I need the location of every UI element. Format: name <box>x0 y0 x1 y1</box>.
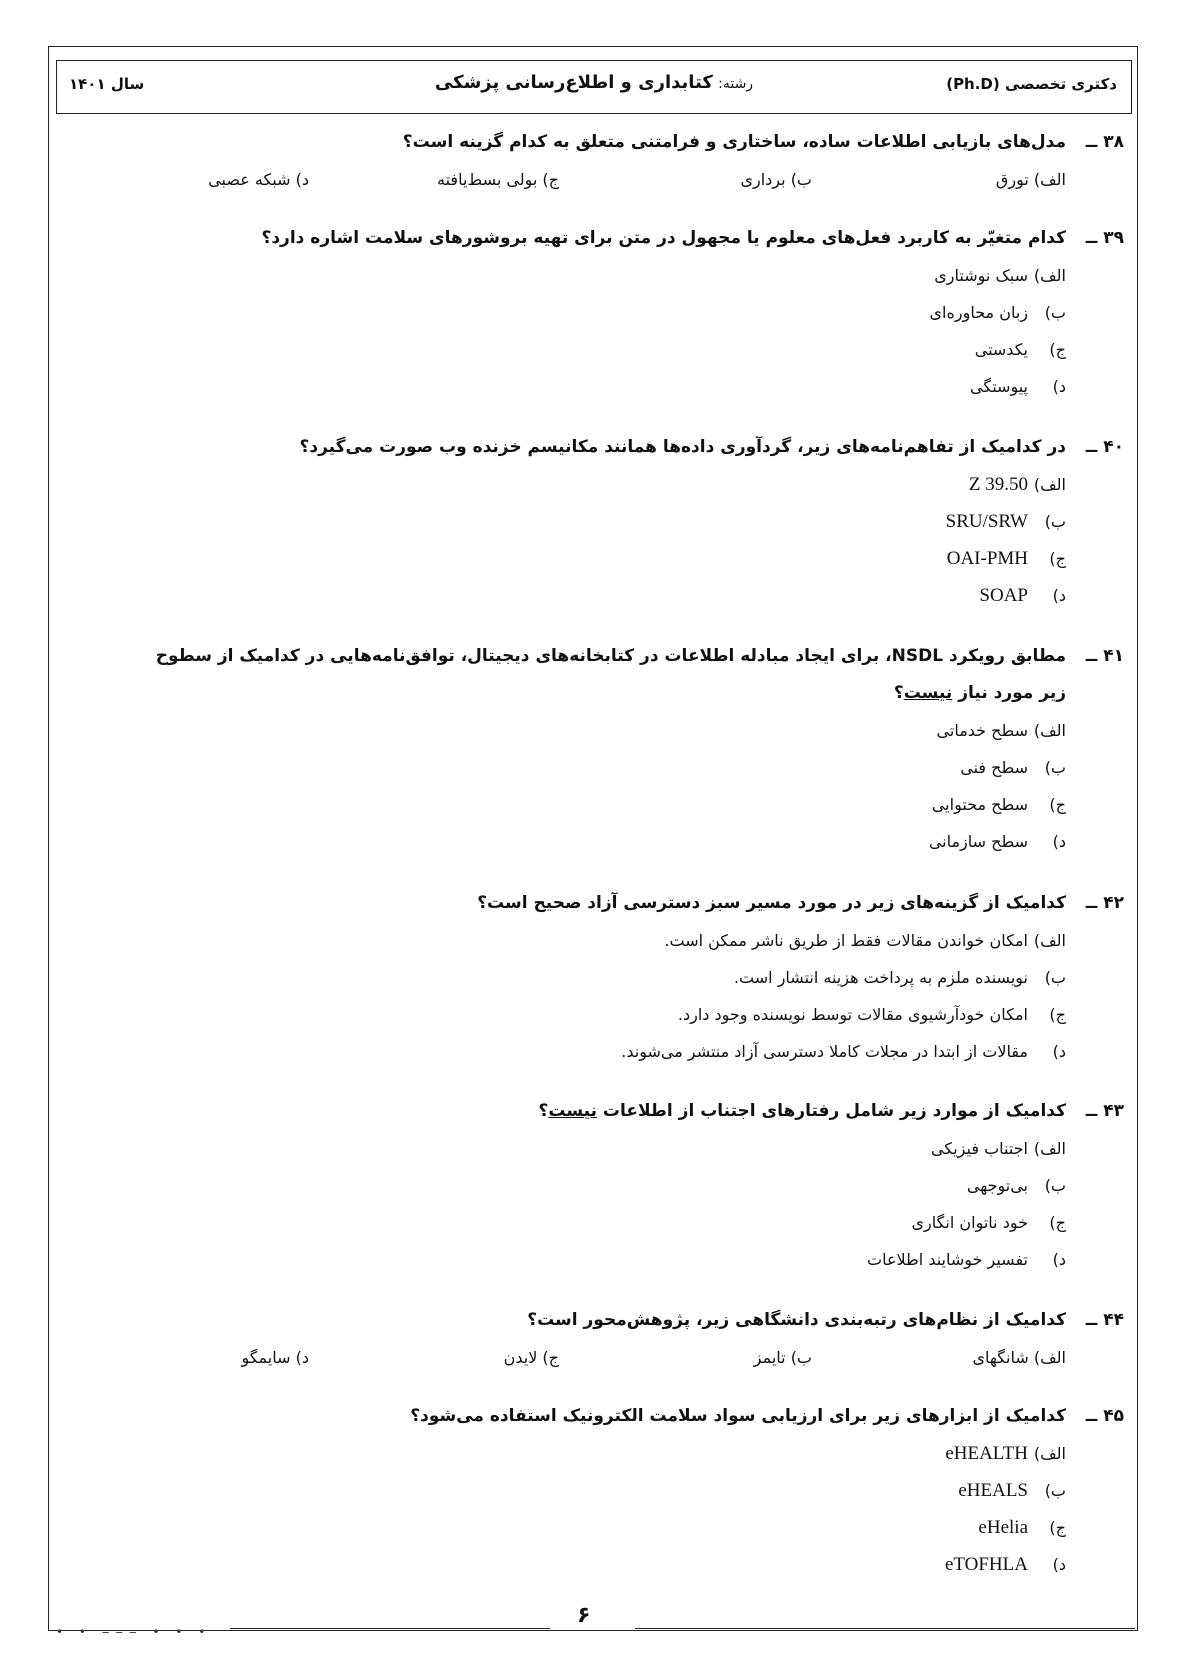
option-a: الف) شانگهای <box>972 1348 1066 1367</box>
field-name: کتابداری و اطلاع‌رسانی پزشکی <box>434 72 713 93</box>
negation-underline: نیست <box>903 683 953 703</box>
footer-rule-right <box>635 1628 1135 1629</box>
question-44 <box>60 1302 1124 1376</box>
question-number: ۴۴ ــ <box>1085 1310 1124 1330</box>
question-text-cont: زیر مورد نیاز نیست؟ <box>893 683 1066 703</box>
option-d: د)سطح سازمانی <box>928 832 1066 851</box>
question-43 <box>60 1093 1124 1278</box>
option-c: ج)امکان خودآرشیوی مقالات توسط نویسنده وجود دارد. <box>677 1005 1066 1024</box>
question-number: ۳۹ ــ <box>1085 228 1124 248</box>
option-d: د) سایمگو <box>241 1348 309 1367</box>
option-c: ج) لایدن <box>503 1348 559 1367</box>
footer-rule-left <box>230 1628 550 1629</box>
question-number: ۴۵ ــ <box>1085 1406 1124 1426</box>
option-a: الف)Z 39.50 <box>968 474 1066 495</box>
option-b: ب)زبان محاوره‌ای <box>929 303 1066 322</box>
option-a: الف) تورق <box>995 170 1066 189</box>
question-39 <box>60 220 1124 405</box>
exam-header <box>56 60 1132 114</box>
options-row <box>60 161 1124 198</box>
question-38 <box>60 124 1124 198</box>
option-a: الف)امکان خواندن مقالات فقط از طریق ناشر ممکن است. <box>664 931 1066 950</box>
options-row <box>60 1339 1124 1376</box>
option-a: الف)سطح خدماتی <box>936 721 1066 740</box>
question-number: ۴۲ ــ <box>1085 893 1124 913</box>
option-c: ج)eHelia <box>978 1517 1066 1538</box>
option-c: ج) بولی بسط‌یافته <box>437 170 559 189</box>
question-text: کدامیک از گزینه‌های زیر در مورد مسیر سبز دسترسی آزاد صحیح است؟ <box>477 893 1066 913</box>
option-d: د)SOAP <box>979 585 1066 606</box>
option-d: د)تفسیر خوشایند اطلاعات <box>867 1250 1066 1269</box>
option-c: ج)سطح محتوایی <box>931 795 1066 814</box>
question-number: ۴۳ ــ <box>1085 1101 1124 1121</box>
exam-year: سال ۱۴۰۱ <box>69 75 145 93</box>
question-number: ۴۱ ــ <box>1085 646 1124 666</box>
page-number: ۶ <box>577 1603 591 1628</box>
question-number: ۴۰ ــ <box>1085 437 1124 457</box>
option-a: الف)سبک نوشتاری <box>934 266 1066 285</box>
question-text: مدل‌های بازیابی اطلاعات ساده، ساختاری و فرامتنی متعلق به کدام گزینه است؟ <box>402 132 1066 152</box>
option-b: ب)SRU/SRW <box>945 511 1066 532</box>
question-number: ۳۸ ــ <box>1085 132 1124 152</box>
option-c: ج)OAI-PMH <box>946 548 1066 569</box>
question-text: کدامیک از موارد زیر شامل رفتارهای اجتناب از اطلاعات نیست؟ <box>538 1101 1066 1121</box>
footer-dots: • • ‒‒‒ • • • <box>56 1625 212 1639</box>
option-d: د) شبکه عصبی <box>208 170 309 189</box>
option-b: ب)نویسنده ملزم به پرداخت هزینه انتشار است. <box>733 968 1066 987</box>
option-b: ب)بی‌توجهی <box>966 1176 1066 1195</box>
option-b: ب)eHEALS <box>958 1480 1066 1501</box>
option-c: ج)خود ناتوان انگاری <box>911 1213 1066 1232</box>
field-label: رشته: <box>718 76 754 92</box>
option-b: ب) برداری <box>740 170 812 189</box>
option-d: د)پیوستگی <box>970 377 1066 396</box>
question-text: مطابق رویکرد NSDL، برای ایجاد مبادله اطلاعات در کتابخانه‌های دیجیتال، توافق‌نامه‌هایی در کدامیک از سطوح <box>155 646 1066 666</box>
option-a: الف)eHEALTH <box>945 1443 1066 1464</box>
question-42 <box>60 885 1124 1070</box>
option-b: ب)سطح فنی <box>960 758 1066 777</box>
question-text: در کدامیک از تفاهم‌نامه‌های زیر، گردآوری داده‌ها همانند مکانیسم خزنده وب صورت می‌گیرد؟ <box>299 437 1066 457</box>
degree-label: دکتری تخصصی (Ph.D) <box>946 75 1117 93</box>
option-c: ج)یکدستی <box>974 340 1066 359</box>
option-a: الف)اجتناب فیزیکی <box>931 1139 1066 1158</box>
option-d: د)مقالات از ابتدا در مجلات کاملا دسترسی آزاد منتشر می‌شوند. <box>621 1042 1066 1061</box>
field-title <box>57 72 1131 93</box>
option-d: د)eTOFHLA <box>944 1554 1066 1575</box>
question-41 <box>60 638 1124 860</box>
question-40 <box>60 429 1124 614</box>
question-text: کدامیک از نظام‌های رتبه‌بندی دانشگاهی زیر، پژوهش‌محور است؟ <box>527 1310 1066 1330</box>
question-45 <box>60 1398 1124 1583</box>
option-b: ب) تایمز <box>753 1348 812 1367</box>
question-text: کدامیک از ابزارهای زیر برای ارزیابی سواد سلامت الکترونیک استفاده می‌شود؟ <box>410 1406 1066 1426</box>
question-text: کدام متغیّر به کاربرد فعل‌های معلوم یا مجهول در متن برای تهیه بروشورهای سلامت اشاره دارد؟ <box>261 228 1066 248</box>
negation-underline: نیست <box>548 1101 597 1121</box>
